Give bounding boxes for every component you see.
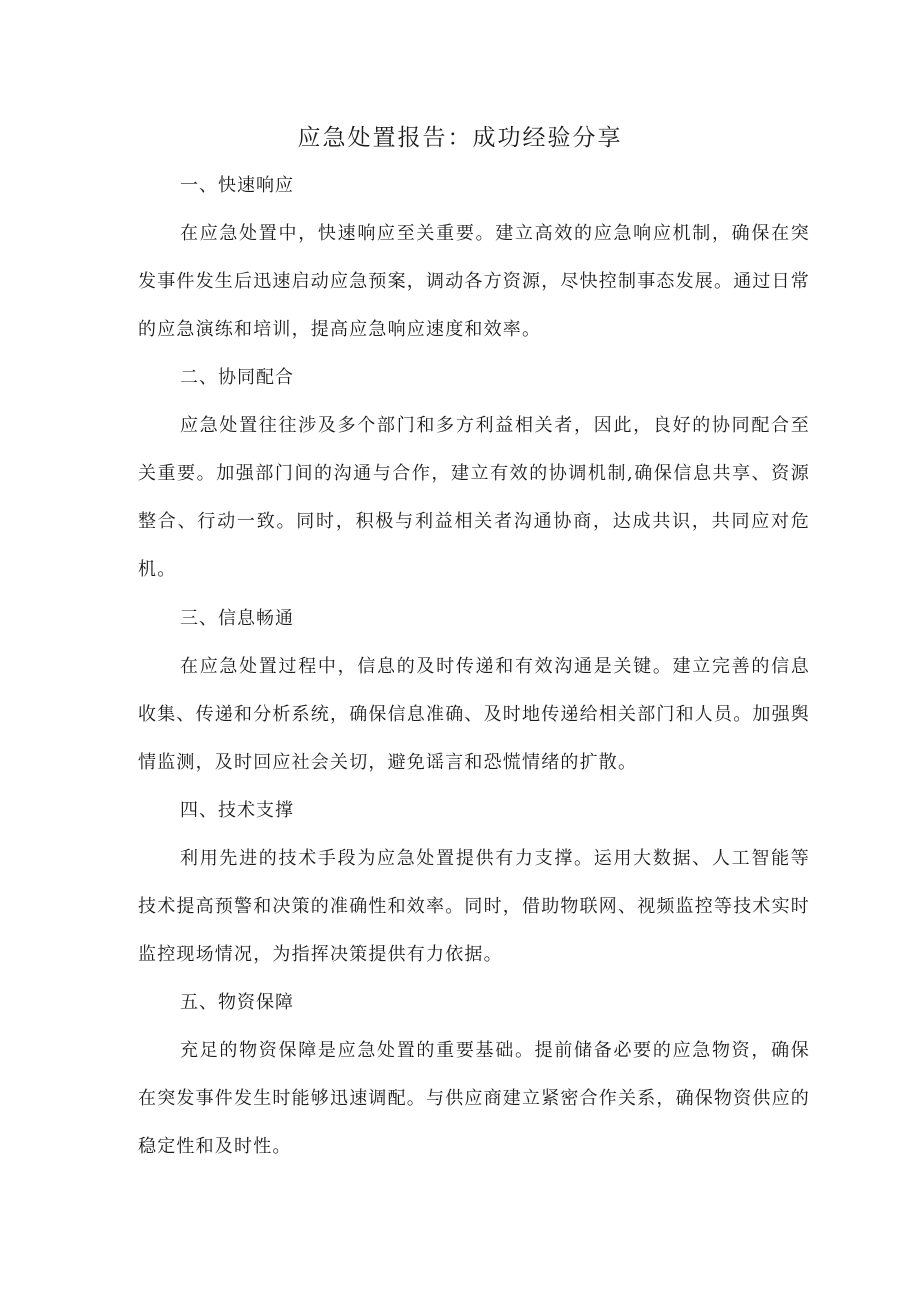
page-title: 应急处置报告：成功经验分享 [297,125,623,151]
section-heading-technical-support: 四、技术支撑 [180,800,294,821]
section-body-information-flow: 在应急处置过程中，信息的及时传递和有效沟通是关键。建立完善的信息收集、传递和分析系统，确保信息准确、及时地传递给相关部门和人员。加强舆情监测，及时回应社会关切，避免谣言和恐慌情绪的扩散。 [138,656,810,773]
section-heading-quick-response: 一、快速响应 [180,175,294,196]
section-body-material-support: 充足的物资保障是应急处置的重要基础。提前储备必要的应急物资，确保在突发事件发生时能够迅速调配。与供应商建立紧密合作关系，确保物资供应的稳定性和及时性。 [138,1040,810,1157]
section-body-coordination: 应急处置往往涉及多个部门和多方利益相关者，因此，良好的协同配合至关重要。加强部门间的沟通与合作，建立有效的协调机制,确保信息共享、资源整合、行动一致。同时，积极与利益相关者沟通协商，达成共识，共同应对危机。 [138,415,810,580]
section-body-quick-response: 在应急处置中，快速响应至关重要。建立高效的应急响应机制，确保在突发事件发生后迅速启动应急预案，调动各方资源，尽快控制事态发展。通过日常的应急演练和培训，提高应急响应速度和效率。 [138,223,810,340]
section-heading-material-support: 五、物资保障 [180,992,294,1013]
section-heading-information-flow: 三、信息畅通 [180,608,294,629]
section-heading-coordination: 二、协同配合 [180,367,294,388]
section-body-technical-support: 利用先进的技术手段为应急处置提供有力支撑。运用大数据、人工智能等技术提高预警和决策的准确性和效率。同时，借助物联网、视频监控等技术实时监控现场情况，为指挥决策提供有力依据。 [138,848,810,965]
